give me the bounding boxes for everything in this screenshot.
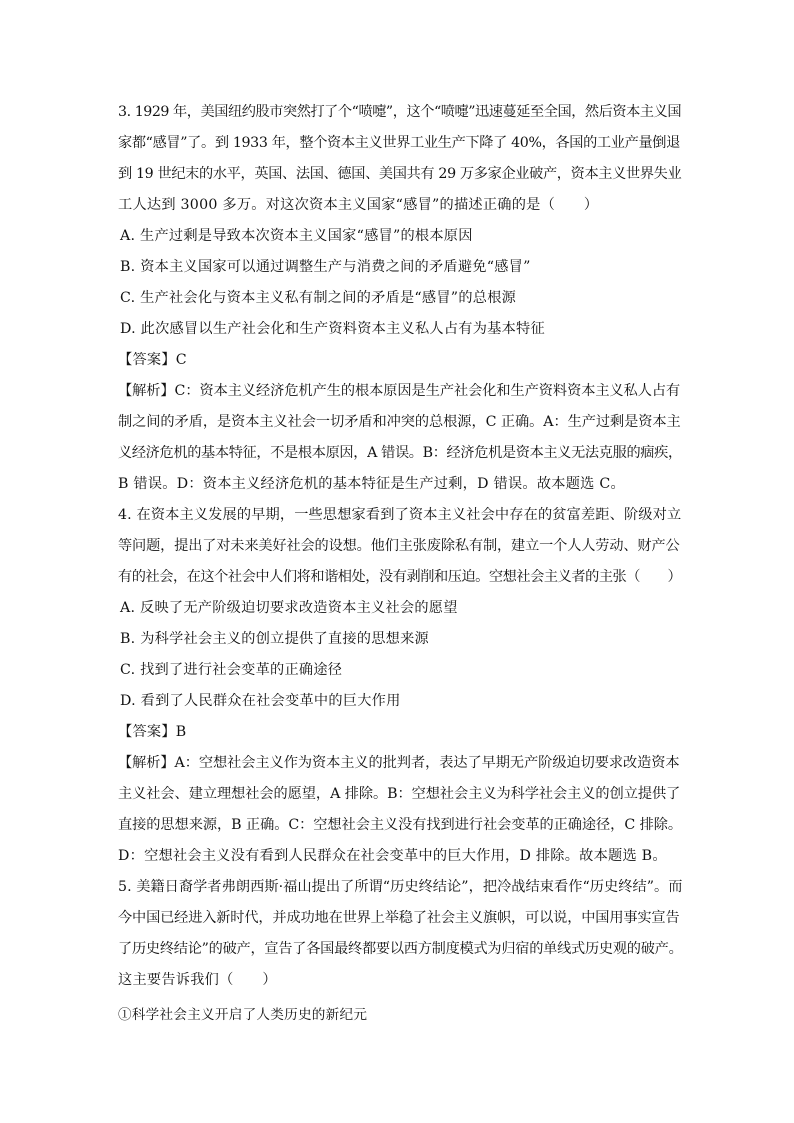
question-3-analysis-line-2: 制之间的矛盾，是资本主义社会一切矛盾和冲突的总根源，C 正确。A：生产过剩是资本主 [118, 414, 681, 430]
question-4 [118, 500, 682, 872]
question-3-analysis-line-3: 义经济危机的基本特征，不是根本原因，A 错误。B：经济危机是资本主义无法克服的痼疾， [118, 445, 682, 461]
question-4-analysis-line-1: 【解析】A：空想社会主义作为资本主义的批判者，表达了早期无产阶级迫切要求改造资本 [118, 755, 680, 771]
question-4-analysis-line-4: D：空想社会主义没有看到人民群众在社会变革中的巨大作用，D 排除。故本题选 B。 [118, 848, 667, 864]
question-4-option-b: B. 为科学社会主义的创立提供了直接的思想来源 [120, 631, 429, 647]
question-4-analysis-line-3: 直接的思想来源，B 正确。C：空想社会主义没有找到进行社会变革的正确途径，C 排除。 [118, 817, 682, 833]
question-3-stem-line-4: 工人达到 3000 多万。对这次资本主义国家“感冒”的描述正确的是（ ） [118, 197, 599, 213]
question-3-stem-line-2: 家都“感冒”了。到 1933 年，整个资本主义世界工业生产下降了 40%，各国的工业产量倒退 [118, 135, 680, 151]
question-4-analysis-line-2: 主义社会、建立理想社会的愿望，A 排除。B：空想社会主义为科学社会主义的创立提供了 [118, 786, 681, 802]
question-5-stem-line-4: 这主要告诉我们（ ） [118, 972, 277, 988]
question-3-option-d: D. 此次感冒以生产社会化和生产资料资本主义私人占有为基本特征 [120, 321, 545, 337]
question-5-statement-1: ①科学社会主义开启了人类历史的新纪元 [118, 1007, 368, 1023]
question-4-answer: 【答案】B [118, 724, 187, 740]
question-5-stem-line-3: 了历史终结论”的破产，宣告了各国最终都要以西方制度模式为归宿的单线式历史观的破产。 [118, 941, 683, 957]
question-5-stem-line-1: 5. 美籍日裔学者弗朗西斯·福山提出了所谓“历史终结论”，把冷战结束看作“历史终结”。而 [118, 879, 683, 895]
question-5-stem-line-2: 今中国已经进入新时代，并成功地在世界上举稳了社会主义旗帜，可以说，中国用事实宣告 [118, 910, 680, 926]
question-3-option-a: A. 生产过剩是导致本次资本主义国家“感冒”的根本原因 [120, 228, 473, 244]
question-4-stem-line-3: 有的社会，在这个社会中人们将和谐相处，没有剥削和压迫。空想社会主义者的主张（ ） [118, 569, 682, 585]
question-4-option-d: D. 看到了人民群众在社会变革中的巨大作用 [120, 693, 401, 709]
question-3 [118, 97, 682, 500]
question-3-answer: 【答案】C [118, 352, 187, 368]
question-4-stem-line-1: 4. 在资本主义发展的早期，一些思想家看到了资本主义社会中存在的贫富差距、阶级对立 [118, 507, 682, 523]
question-3-option-b: B. 资本主义国家可以通过调整生产与消费之间的矛盾避免“感冒” [120, 259, 531, 275]
question-3-stem-line-3: 到 19 世纪末的水平，英国、法国、德国、美国共有 29 万多家企业破产，资本主义世界失业 [118, 166, 682, 182]
question-3-analysis-line-4: B 错误。D：资本主义经济危机的基本特征是生产过剩，D 错误。故本题选 C。 [118, 476, 625, 492]
question-3-analysis-line-1: 【解析】C：资本主义经济危机产生的根本原因是生产社会化和生产资料资本主义私人占有 [118, 383, 681, 399]
question-4-stem-line-2: 等问题，提出了对未来美好社会的设想。他们主张废除私有制，建立一个人人劳动、财产公 [118, 538, 680, 554]
question-4-option-a: A. 反映了无产阶级迫切要求改造资本主义社会的愿望 [120, 600, 458, 616]
question-3-stem-line-1: 3. 1929 年，美国纽约股市突然打了个“喷嚏”，这个“喷嚏”迅速蔓延至全国，然后资本主义国 [118, 104, 682, 120]
question-3-option-c: C. 生产社会化与资本主义私有制之间的矛盾是“感冒”的总根源 [120, 290, 517, 306]
question-5 [118, 872, 683, 1031]
document-body [118, 97, 683, 1031]
question-4-option-c: C. 找到了进行社会变革的正确途径 [120, 662, 343, 678]
